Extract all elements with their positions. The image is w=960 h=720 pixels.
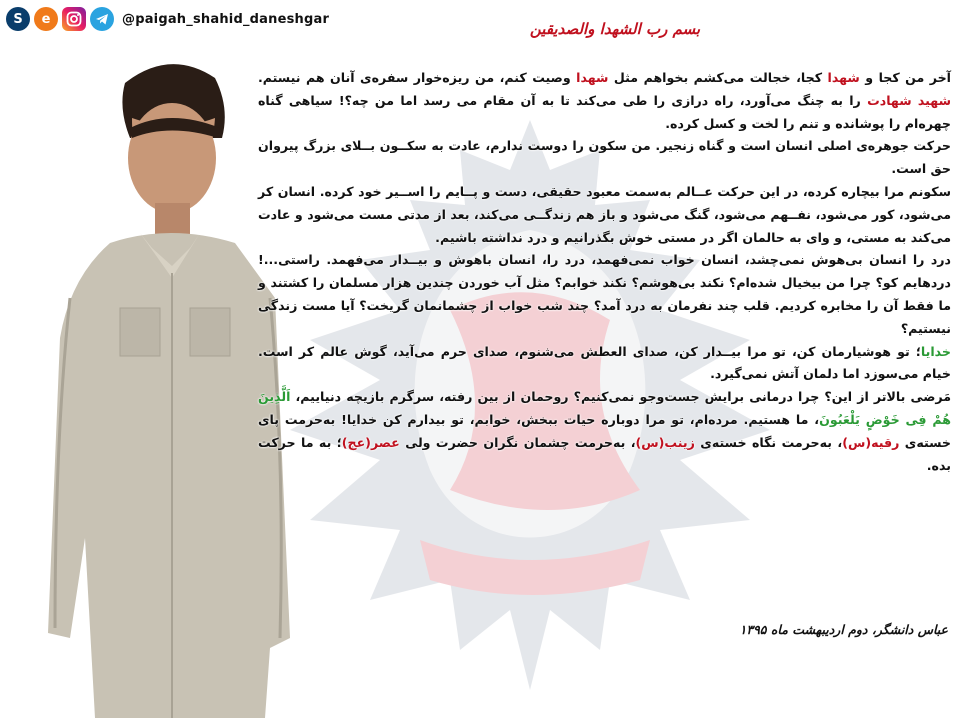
person-figure — [40, 38, 295, 720]
social-bar — [6, 4, 329, 34]
highlight-green: اَلَّذِینَ هُمْ فِی خَوْضٍ یَلْعَبُونَ — [258, 389, 951, 427]
highlight-red: عصر(عج) — [341, 434, 400, 450]
text-run: ؛ به ما حرکت بده. — [258, 434, 951, 473]
text-paragraph — [258, 181, 951, 249]
text-paragraph — [258, 135, 951, 181]
highlight-red: شهدا — [576, 70, 609, 85]
text-paragraph — [258, 386, 951, 477]
text-run: مَرضی بالاتر از این؟ چرا درمانی برایش جست‌وجو نمی‌کنیم؟ روحمان از بین رفته، سرگرم بازیچه دنیاییم، — [290, 389, 951, 405]
highlight-red: شهدا — [827, 70, 860, 85]
text-run: سکونم مرا بیچاره کرده، در این حرکت عــالم به‌سمت معبود حقیقی، دست و پــایم را اســیر خود کرده. انسان کر می‌شود، کور می‌شود، نفــهم می‌شود، گنگ می‌شود و باز هم زندگــی می‌کند، بعد از مدتی مست می‌شود و عادت می‌کند به مستی، و وای به حالمان اگر در مستی خوش بگذرانیم و درد نداشته باشیم. — [258, 183, 951, 245]
highlight-red: زینب(س) — [635, 434, 695, 450]
text-run: ؛ تو هوشیارمان کن، تو مرا بیــدار کن، صدای العطش می‌شنوم، صدای حرم می‌آید، گوش عالم کر است. خیام می‌سوزد اما دلمان آتش نمی‌گیرد. — [258, 343, 951, 382]
portrait-photo — [40, 38, 295, 720]
highlight-red: شهید شهادت — [867, 92, 952, 108]
basmala-heading: بسم رب الشهدا والصدیقین — [529, 20, 701, 38]
text-run: کجا، خجالت می‌کشم بخواهم مثل — [608, 70, 828, 85]
eitaa-icon[interactable]: e — [34, 7, 58, 31]
text-run: ، به‌حرمت نگاه خسته‌ی — [694, 434, 843, 450]
text-run: ، به‌حرمت چشمان نگران حضرت ولی — [399, 434, 636, 450]
telegram-icon[interactable] — [90, 7, 114, 31]
testament-text — [258, 67, 951, 597]
text-paragraph — [258, 249, 951, 340]
instagram-icon[interactable] — [62, 7, 86, 31]
text-run: را به چنگ می‌آورد، راه درازی را طی می‌کند تا به آن مقام می رسد اما من چه؟! سیاهی گناه چهره‌ام را پوشانده و تنم را لخت و کسل کرده. — [258, 92, 951, 131]
text-run: وصیت کنم، من ریزه‌خوار سفره‌ی آنان هم نیستم. — [258, 70, 577, 85]
text-run: حرکت جوهره‌ی اصلی انسان است و گناه زنجیر. من سکون را دوست ندارم، عادت به سکــون بــلای بزرگ پیروان حق است. — [258, 138, 951, 177]
soroush-icon[interactable]: S — [6, 7, 30, 31]
text-run: درد را انسان بی‌هوش نمی‌چشد، انسان خواب نمی‌فهمد، درد را، انسان باهوش و بیــدار می‌فهمد. راستی...! دردهایم کو؟ چرا من بیخیال شده‌ام؟ نکند بی‌هوشم؟ نکند خوابم؟ مثل آب خوردن چندین هزار مسلمان را کشتند و ما فقط آن را مخابره کردیم. قلب چند نفرمان به درد آمد؟ چند شب خواب از چشمانمان گریخت؟ آیا مست زندگی نیستیم؟ — [258, 252, 951, 336]
text-paragraph — [258, 341, 951, 387]
text-run: آخر من کجا و — [859, 70, 951, 85]
highlight-green: خدایا — [920, 343, 951, 359]
highlight-red: رقیه(س) — [842, 434, 900, 450]
text-run: ، ما هستیم. مرده‌ام، تو مرا دوباره حیات ببخش، خوابم، تو بیدارم کن خدایا! به‌حرمت پای خسته‌ی — [258, 411, 951, 450]
text-paragraph — [258, 67, 951, 135]
channel-handle: @paigah_shahid_daneshgar — [122, 11, 330, 27]
signature: عباس دانشگر، دوم اردیبهشت ماه ۱۳۹۵ — [739, 622, 948, 637]
